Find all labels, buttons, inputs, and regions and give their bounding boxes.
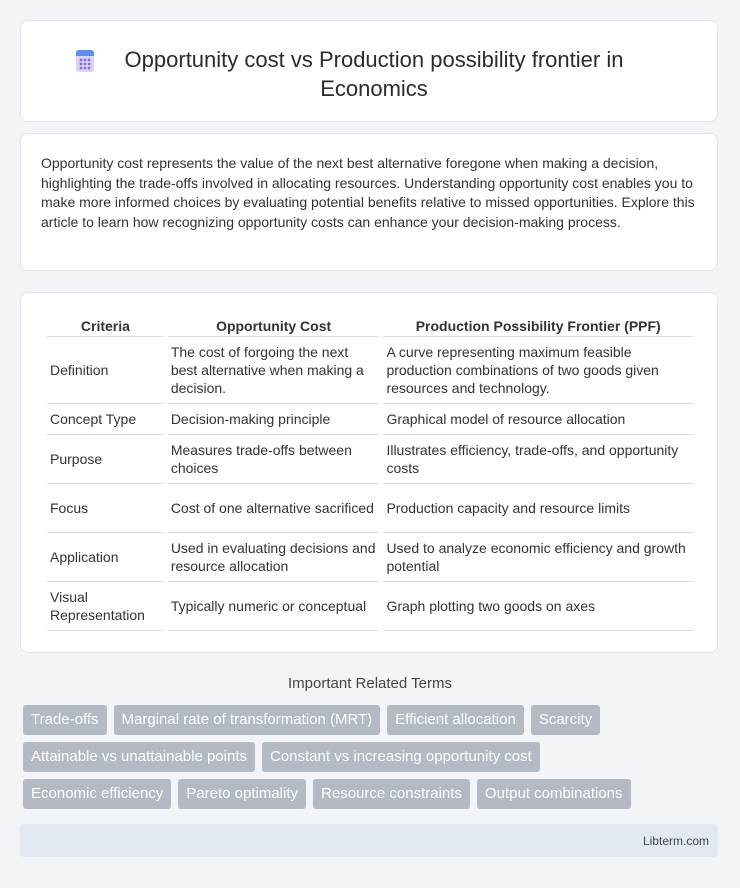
table-row (47, 404, 693, 435)
intro-paragraph: Opportunity cost represents the value of the next best alternative foregone when making a decision, highlighting the trade-offs involved in allocating resources. Understanding opportunity cost enables you to make more informed choices by evaluating potential benefits relative to missed opportunities. Explore this article to learn how recognizing opportunity costs can enhance your decision-making process. (41, 155, 695, 230)
table-cell: Definition (47, 337, 164, 404)
tag-row (23, 742, 683, 772)
table-cell: Production capacity and resource limits (383, 484, 693, 533)
table-cell: Concept Type (47, 404, 164, 435)
tag[interactable]: Output combinations (477, 779, 631, 809)
footer (20, 824, 718, 857)
tag[interactable]: Efficient allocation (387, 705, 524, 735)
table-row (47, 337, 693, 404)
table-cell: Visual Representation (47, 582, 164, 631)
comparison-card (20, 292, 718, 653)
tag-row (23, 705, 683, 735)
related-terms-heading: Important Related Terms (288, 675, 452, 692)
header-opportunity-cost: Opportunity Cost (168, 315, 380, 337)
table-cell: Purpose (47, 435, 164, 484)
tag[interactable]: Scarcity (531, 705, 600, 735)
header-ppf: Production Possibility Frontier (PPF) (383, 315, 693, 337)
table-cell: Decision-making principle (168, 404, 380, 435)
table-row (47, 582, 693, 631)
tag[interactable]: Marginal rate of transformation (MRT) (114, 705, 381, 735)
table-cell: Measures trade-offs between choices (168, 435, 380, 484)
intro-card (20, 133, 718, 271)
tag-row (23, 779, 683, 809)
related-terms-list (23, 705, 683, 816)
table-cell: Used in evaluating decisions and resource allocation (168, 533, 380, 582)
table-cell: Illustrates efficiency, trade-offs, and opportunity costs (383, 435, 693, 484)
table-cell: Application (47, 533, 164, 582)
tag[interactable]: Resource constraints (313, 779, 470, 809)
page-title: Opportunity cost vs Production possibility frontier in Economics (124, 47, 624, 101)
tag[interactable]: Trade-offs (23, 705, 107, 735)
table-cell: Graph plotting two goods on axes (383, 582, 693, 631)
table-cell: A curve representing maximum feasible production combinations of two goods given resources and technology. (383, 337, 693, 404)
table-header-row (47, 315, 693, 337)
table-row (47, 484, 693, 533)
tag[interactable]: Economic efficiency (23, 779, 171, 809)
header-criteria: Criteria (47, 315, 164, 337)
table-row (47, 533, 693, 582)
title-card (20, 20, 718, 122)
comparison-table (43, 315, 697, 631)
table-cell: The cost of forgoing the next best alternative when making a decision. (168, 337, 380, 404)
table-cell: Used to analyze economic efficiency and growth potential (383, 533, 693, 582)
tag[interactable]: Constant vs increasing opportunity cost (262, 742, 540, 772)
table-cell: Typically numeric or conceptual (168, 582, 380, 631)
tag[interactable]: Attainable vs unattainable points (23, 742, 255, 772)
table-row (47, 435, 693, 484)
table-cell: Focus (47, 484, 164, 533)
table-cell: Cost of one alternative sacrificed (168, 484, 380, 533)
table-cell: Graphical model of resource allocation (383, 404, 693, 435)
tag[interactable]: Pareto optimality (178, 779, 306, 809)
footer-site-link[interactable]: Libterm.com (642, 834, 709, 848)
